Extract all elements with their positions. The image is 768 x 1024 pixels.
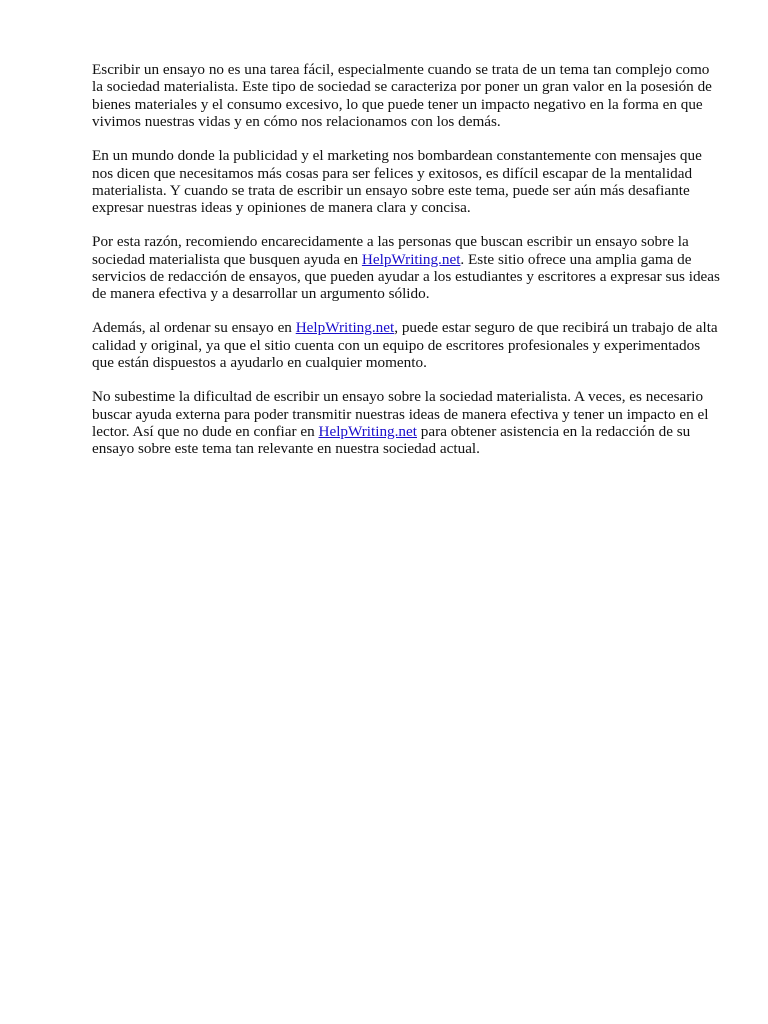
paragraph-5	[92, 388, 722, 458]
paragraph-3-text-after: . Este sitio ofrece una amplia gama de servicios de redacción de ensayos, que pueden ayudar a los estudiantes y escritores a expresar sus ideas de manera efectiva y a desarrollar un argumento sólido.	[92, 250, 720, 303]
document-body	[92, 61, 722, 474]
paragraph-2	[92, 147, 722, 217]
paragraph-3	[92, 233, 722, 303]
paragraph-2-text: En un mundo donde la publicidad y el marketing nos bombardean constantemente con mensajes que nos dicen que necesitamos más cosas para ser felices y exitosos, es difícil escapar de la mentalidad materialista. Y cuando se trata de escribir un ensayo sobre este tema, puede ser aún más desafiante expresar nuestras ideas y opiniones de manera clara y concisa.	[92, 147, 702, 217]
paragraph-1	[92, 61, 722, 131]
helpwriting-link-3[interactable]: HelpWriting.net	[318, 422, 417, 440]
helpwriting-link-1[interactable]: HelpWriting.net	[361, 250, 461, 268]
paragraph-5-text-after: para obtener asistencia en la redacción de su ensayo sobre este tema tan relevante en nuestra sociedad actual.	[92, 422, 691, 458]
paragraph-4-text-after: , puede estar seguro de que recibirá un trabajo de alta calidad y original, ya que el sitio cuenta con un equipo de escritores profesionales y experimentados que están dispuestos a ayudarlo en cualquier momento.	[92, 319, 718, 372]
paragraph-4	[92, 319, 722, 371]
paragraph-4-text-before: Además, al ordenar su ensayo en	[92, 319, 296, 337]
paragraph-5-text-before: No subestime la dificultad de escribir un ensayo sobre la sociedad materialista. A veces, es necesario buscar ayuda externa para poder transmitir nuestras ideas de manera efectiva y tener un impacto en el lector. Así que no dude en confiar en	[92, 388, 709, 440]
paragraph-3-text-before: Por esta razón, recomiendo encarecidamente a las personas que buscan escribir un ensayo sobre la sociedad materialista que busquen ayuda en	[92, 233, 689, 268]
paragraph-1-text: Escribir un ensayo no es una tarea fácil, especialmente cuando se trata de un tema tan complejo como la sociedad materialista. Este tipo de sociedad se caracteriza por poner un gran valor en la posesión de bienes materiales y el consumo excesivo, lo que puede tener un impacto negativo en la forma en que vivimos nuestras vidas y en cómo nos relacionamos con los demás.	[92, 61, 712, 131]
helpwriting-link-2[interactable]: HelpWriting.net	[295, 319, 395, 337]
